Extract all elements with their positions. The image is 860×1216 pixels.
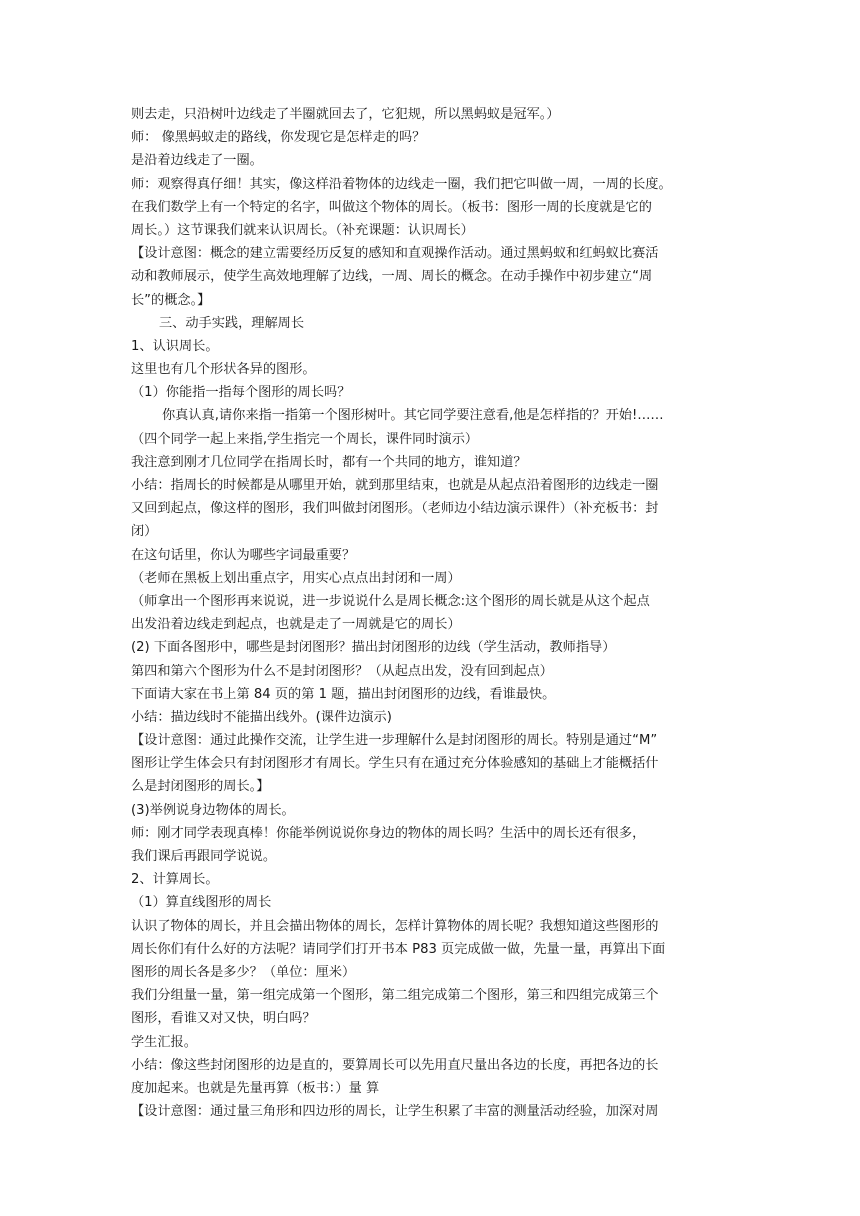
text-line: 图形的周长各是多少？（单位：厘米） — [131, 964, 356, 980]
text-line: 么是封闭图形的周长。】 — [131, 779, 270, 795]
text-line: 我们课后再跟同学说说。 — [131, 849, 277, 864]
text-line: 在这句话里，你认为哪些字词最重要？ — [131, 547, 356, 563]
question-item: （1）你能指一指每个图形的周长吗？ — [131, 385, 351, 401]
design-intent-note: 【设计意图：概念的建立需要经历反复的感知和直观操作活动。通过黑蚂蚁和红蚂蚁比赛活 — [131, 246, 659, 262]
text-line: 这里也有几个形状各异的图形。 — [131, 362, 316, 378]
text-line: 师：刚才同学表现真棒！你能举例说说你身边的物体的周长吗？生活中的周长还有很多， — [131, 825, 646, 841]
summary-line: 小结：描边线时不能描出线外。(课件边演示) — [131, 709, 392, 725]
text-line: 学生汇报。 — [131, 1034, 197, 1050]
question-item: (3)举例说身边物体的周长。 — [131, 802, 295, 818]
document-page — [131, 103, 731, 1123]
text-line: 长”的概念。】 — [131, 292, 211, 308]
text-line: 度加起来。也就是先量再算（板书：）量 算 — [131, 1080, 380, 1096]
text-line: 出发沿着边线走到起点，也就是走了一周就是它的周长） — [131, 617, 461, 633]
text-line: 是沿着边线走了一圈。 — [131, 153, 263, 169]
text-line: （师拿出一个图形再来说说，进一步说说什么是周长概念:这个图形的周长就是从这个起点 — [131, 593, 650, 609]
text-line: 师：观察得真仔细！其实，像这样沿着物体的边线走一圈，我们把它叫做一周，一周的长度。 — [131, 176, 672, 192]
text-line: 图形，看谁又对又快，明白吗？ — [131, 1011, 316, 1027]
design-intent-note: 【设计意图：通过此操作交流，让学生进一步理解什么是封闭图形的周长。特别是通过“M” — [131, 733, 658, 749]
text-line: 师： 像黑蚂蚁走的路线，你发现它是怎样走的吗？ — [131, 130, 426, 146]
section-heading: 三、动手实践，理解周长 — [159, 315, 305, 331]
text-line: （老师在黑板上划出重点字，用实心点点出封闭和一周） — [131, 570, 461, 586]
text-line: 在我们数学上有一个特定的名字，叫做这个物体的周长。（板书：图形一周的长度就是它的 — [131, 199, 652, 215]
design-intent-note: 【设计意图：通过量三角形和四边形的周长，让学生积累了丰富的测量活动经验，加深对周 — [131, 1104, 659, 1120]
text-line: （四个同学一起上来指,学生指完一个周长，课件同时演示） — [131, 431, 479, 447]
text-line: 第四和第六个图形为什么不是封闭图形？（从起点出发，没有回到起点） — [131, 663, 553, 679]
question-item: （1）算直线图形的周长 — [131, 895, 272, 911]
text-line: 下面请大家在书上第 84 页的第 1 题，描出封闭图形的边线，看谁最快。 — [131, 686, 556, 702]
text-line: 我注意到刚才几位同学在指周长时，都有一个共同的地方，谁知道？ — [131, 454, 527, 470]
text-line: 动和教师展示，使学生高效地理解了边线，一周、周长的概念。在动手操作中初步建立“周 — [131, 269, 653, 285]
text-line: 你真认真,请你来指一指第一个图形树叶。其它同学要注意看,他是怎样指的？开始!…… — [162, 408, 664, 424]
text-line: 闭） — [131, 524, 158, 540]
text-line: 认识了物体的周长，并且会描出物体的周长，怎样计算物体的周长呢？我想知道这些图形的 — [131, 918, 659, 934]
subsection-heading: 1、认识周长。 — [131, 338, 219, 354]
summary-line: 小结：指周长的时候都是从哪里开始，就到那里结束，也就是从起点沿着图形的边线走一圈 — [131, 478, 659, 493]
text-line: 我们分组量一量，第一组完成第一个图形，第二组完成第二个图形，第三和四组完成第三个 — [131, 988, 659, 1004]
text-line: 图形让学生体会只有封闭图形才有周长。学生只有在通过充分体验感知的基础上才能概括什 — [131, 756, 659, 772]
text-line: 又回到起点，像这样的图形，我们叫做封闭图形。（老师边小结边演示课件）（补充板书：封 — [131, 501, 659, 517]
text-line: 周长你们有什么好的方法呢？请同学们打开书本 P83 页完成做一做，先量一量，再算出下面 — [131, 941, 666, 957]
text-line: 则去走，只沿树叶边线走了半圈就回去了，它犯规，所以黑蚂蚁是冠军。） — [131, 107, 560, 122]
summary-line: 小结：像这些封闭图形的边是直的，要算周长可以先用直尺量出各边的长度，再把各边的长 — [131, 1057, 659, 1073]
text-line: 周长。）这节课我们就来认识周长。（补充课题：认识周长） — [131, 222, 474, 238]
question-item: (2) 下面各图形中，哪些是封闭图形？描出封闭图形的边线（学生活动，教师指导） — [131, 640, 616, 656]
subsection-heading: 2、计算周长。 — [131, 872, 219, 888]
